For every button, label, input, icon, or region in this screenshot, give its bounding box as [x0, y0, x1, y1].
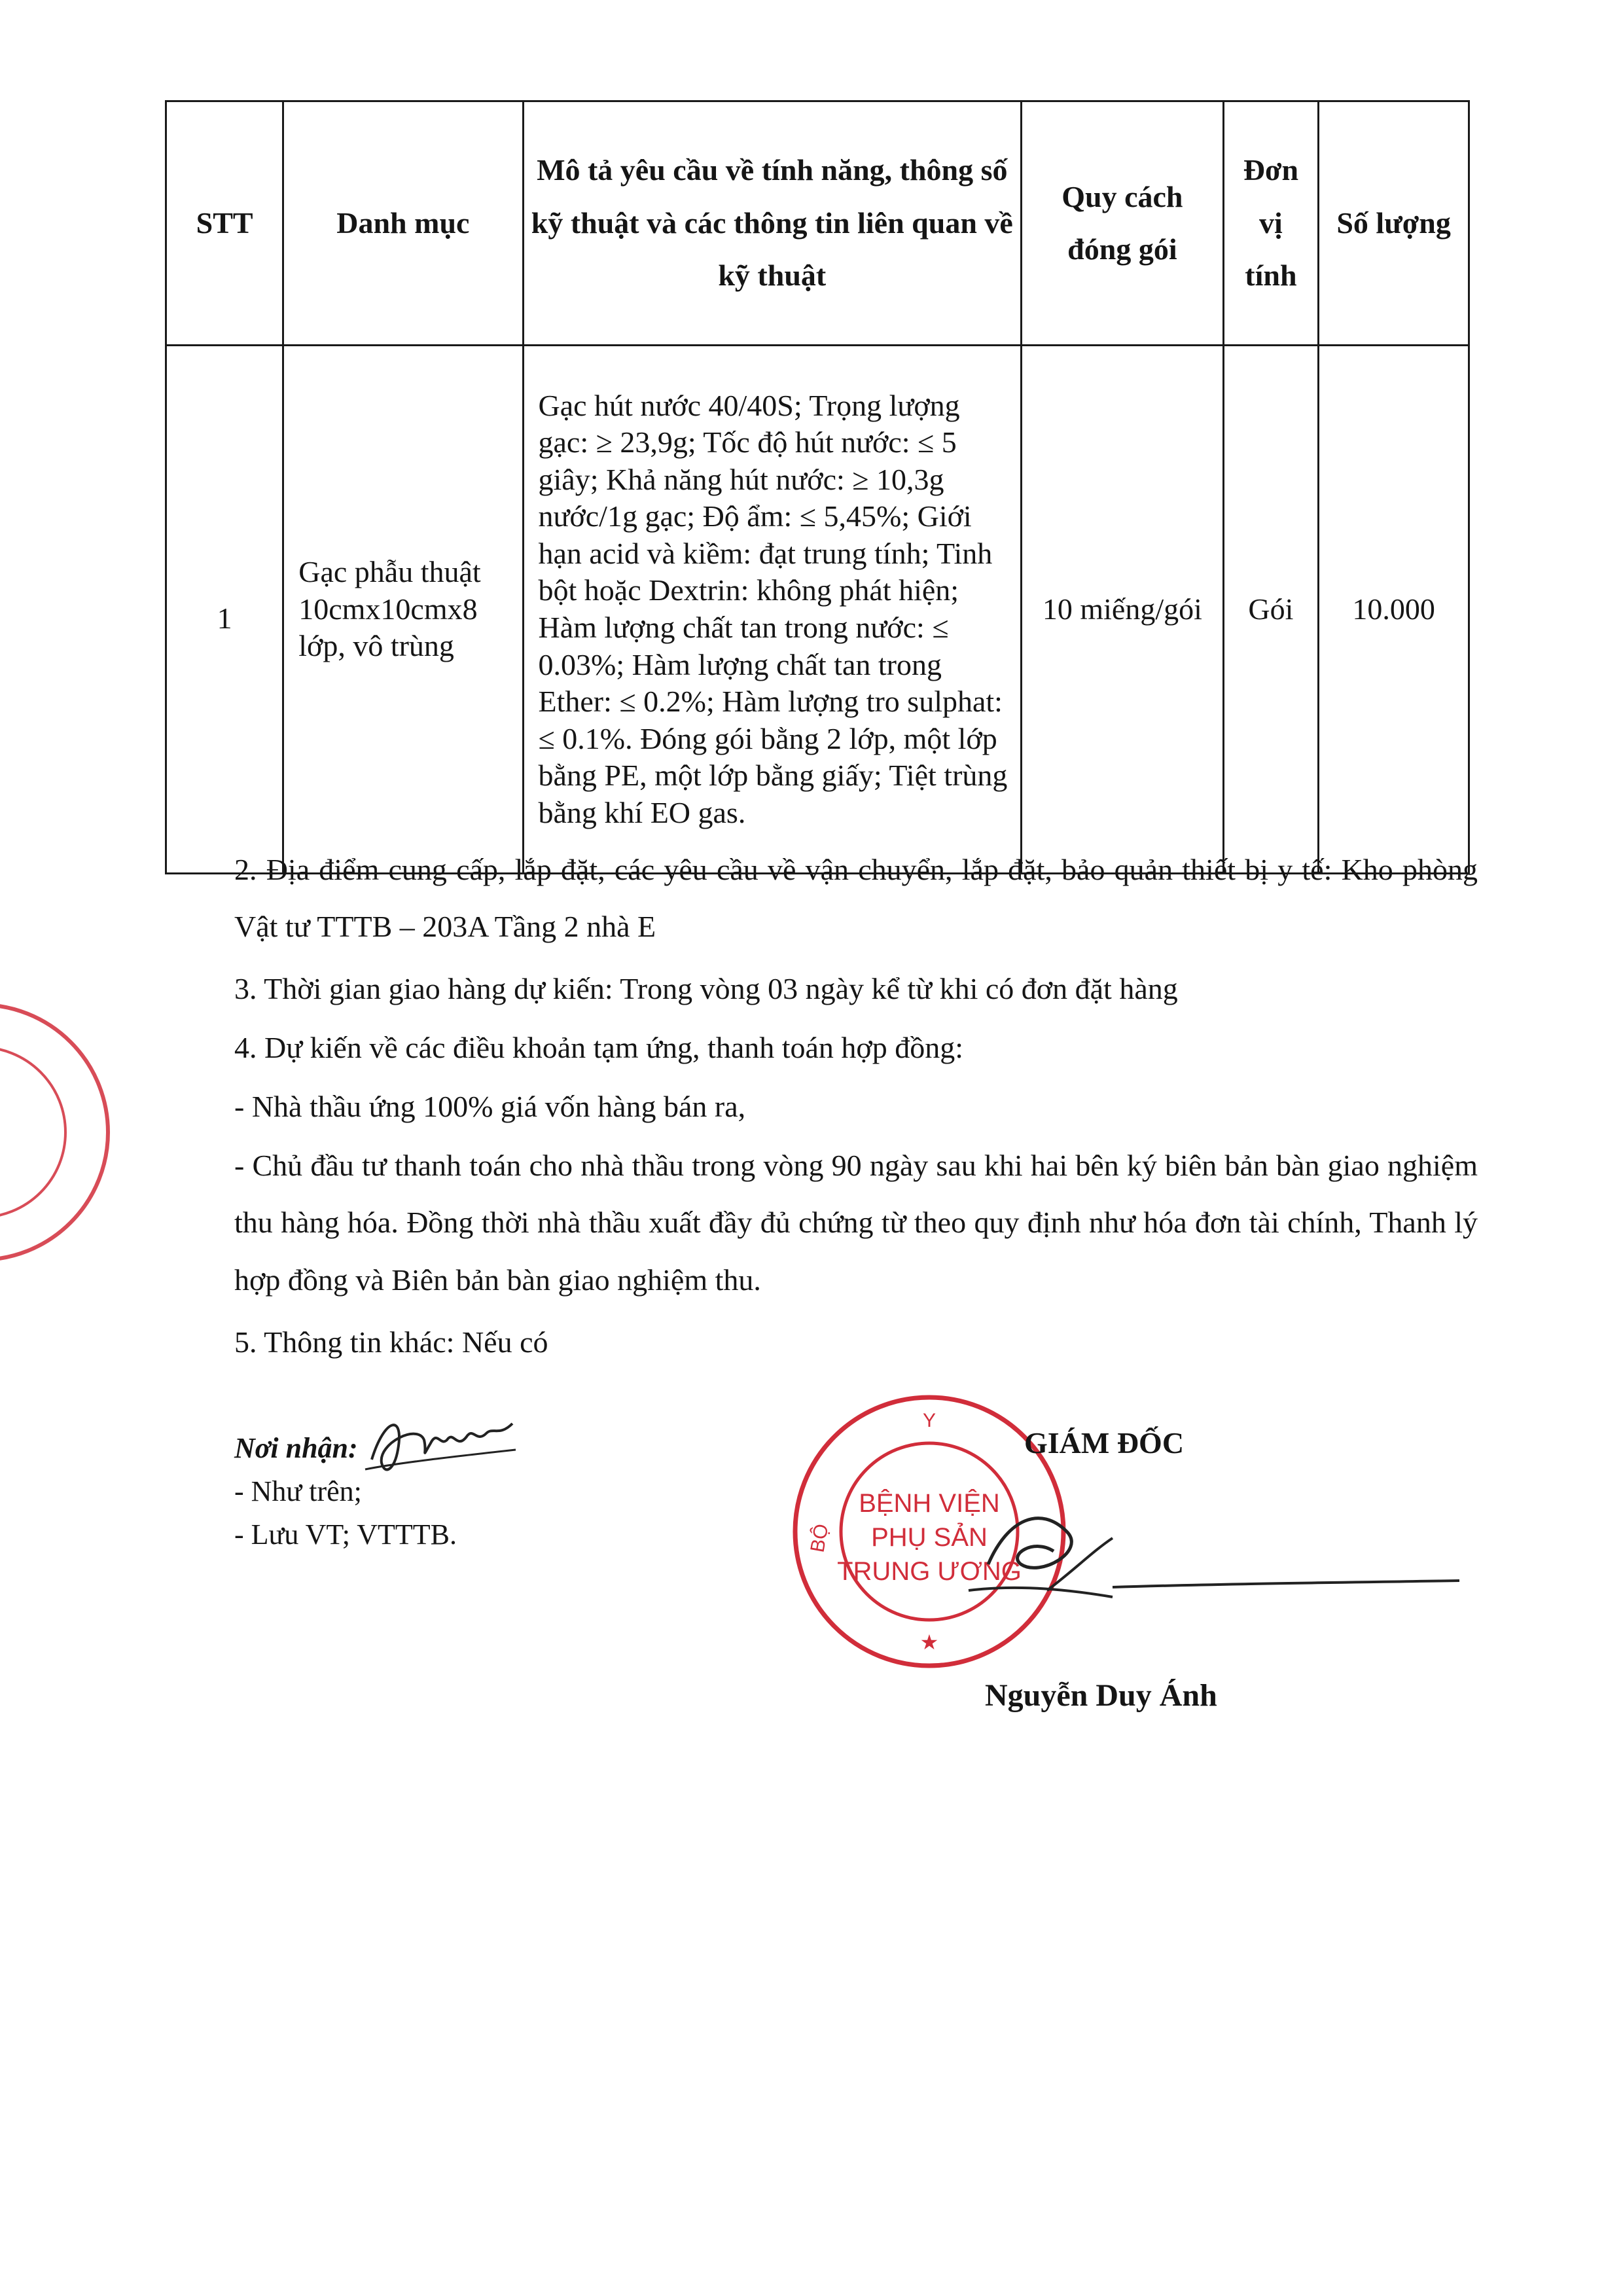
- cell-quantity: 10.000: [1319, 346, 1469, 874]
- stamp-line-2: PHỤ SẢN: [871, 1523, 988, 1552]
- table-header-row: [166, 101, 1469, 346]
- header-unit: Đơn vị tính: [1223, 101, 1319, 346]
- signer-name: Nguyễn Duy Ánh: [985, 1678, 1217, 1713]
- header-category: Danh mục: [283, 101, 523, 346]
- paragraph-delivery-location: 2. Địa điểm cung cấp, lắp đặt, các yêu cầu về vận chuyển, lắp đặt, bảo quản thiết bị y tế: Kho phòng Vật tư TTTB – 203A Tầng 2 nhà E: [234, 853, 1478, 944]
- cell-stt: 1: [166, 346, 283, 874]
- spec-table: [165, 100, 1470, 874]
- cell-description: Gạc hút nước 40/40S; Trọng lượng gạc: ≥ 23,9g; Tốc độ hút nước: ≤ 5 giây; Khả năng hút nước: ≥ 10,3g nước/1g gạc; Độ ẩm: ≤ 5,45%; Giới hạn acid và kiềm: đạt trung tính; Tinh bột hoặc Dextrin: không phát hiện; Hàm lượng chất tan trong nước: ≤ 0.03%; Hàm lượng chất tan trong Ether: ≤ 0.2%; Hàm lượng tro sulphat: ≤ 0.1%. Đóng gói bằng 2 lớp, một lớp bằng PE, một lớp bằng giấy; Tiệt trùng bằng khí EO gas.: [523, 346, 1022, 874]
- signer-position: GIÁM ĐỐC: [1024, 1426, 1185, 1460]
- paragraph-other-info: 5. Thông tin khác: Nếu có: [234, 1325, 548, 1359]
- table-row: [166, 346, 1469, 874]
- stamp-line-3: TRUNG ƯƠNG: [837, 1557, 1022, 1586]
- cell-packaging: 10 miếng/gói: [1022, 346, 1224, 874]
- recipients-title: Nơi nhận:: [234, 1432, 358, 1464]
- paragraph-delivery-time: 3. Thời gian giao hàng dự kiến: Trong vòng 03 ngày kể từ khi có đơn đặt hàng: [234, 972, 1178, 1005]
- paragraph-payment: - Chủ đầu tư thanh toán cho nhà thầu trong vòng 90 ngày sau khi hai bên ký biên bản bàn giao nghiệm thu hàng hóa. Đồng thời nhà thầu xuất đầy đủ chứng từ theo quy định như hóa đơn tài chính, Thanh lý hợp đồng và Biên bản bàn giao nghiệm thu.: [234, 1149, 1478, 1297]
- header-packaging: Quy cách đóng gói: [1022, 101, 1224, 346]
- stamp-top-letter: Y: [922, 1410, 936, 1431]
- star-icon: ★: [919, 1630, 939, 1655]
- paragraph-payment-terms: 4. Dự kiến về các điều khoản tạm ứng, thanh toán hợp đồng:: [234, 1031, 964, 1064]
- recipient-line: - Như trên;: [234, 1475, 362, 1507]
- recipient-line: - Lưu VT; VTTTB.: [234, 1518, 457, 1551]
- initial-signature: [359, 1404, 522, 1482]
- partial-stamp: [0, 982, 144, 1283]
- director-signature: [942, 1492, 1466, 1610]
- cell-category: Gạc phẫu thuật 10cmx10cmx8 lớp, vô trùng: [283, 346, 523, 874]
- cell-unit: Gói: [1223, 346, 1319, 874]
- paragraph-advance: - Nhà thầu ứng 100% giá vốn hàng bán ra,: [234, 1090, 746, 1123]
- header-stt: STT: [166, 101, 283, 346]
- stamp-line-1: BỆNH VIỆN: [859, 1489, 1000, 1518]
- stamp-left-text: BỘ: [806, 1522, 833, 1554]
- header-quantity: Số lượng: [1319, 101, 1469, 346]
- header-description: Mô tả yêu cầu về tính năng, thông số kỹ thuật và các thông tin liên quan về kỹ thuật: [523, 101, 1022, 346]
